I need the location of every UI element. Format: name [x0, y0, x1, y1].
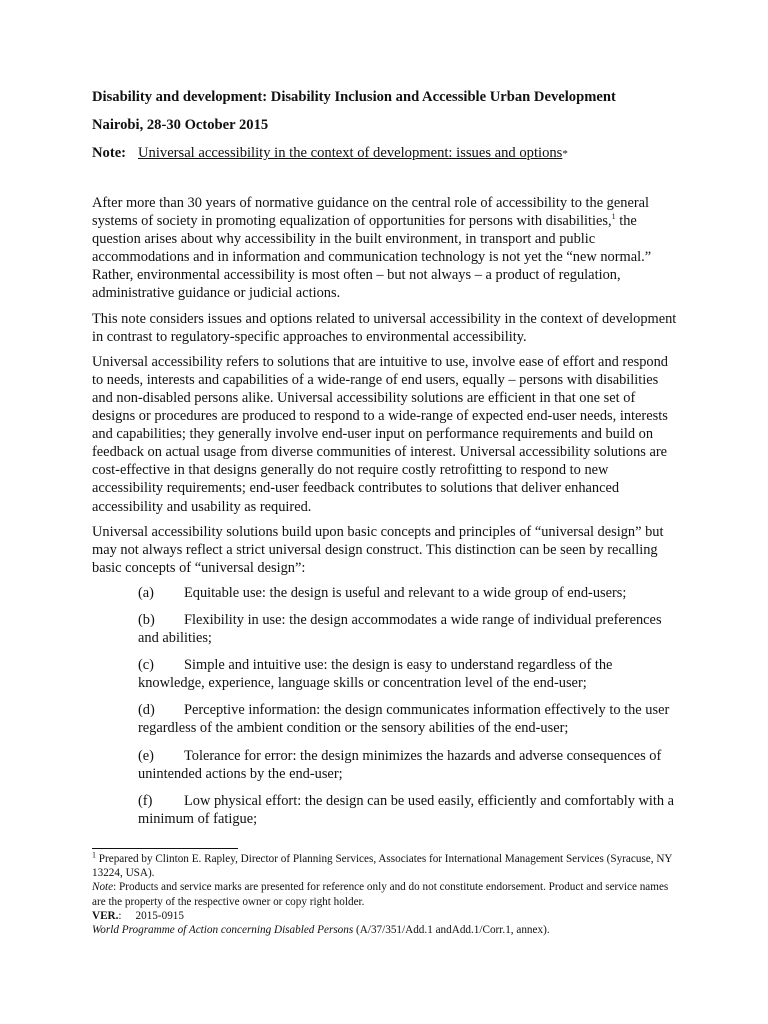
- note-asterisk: *: [562, 148, 568, 160]
- list-item: [138, 656, 678, 692]
- wpa-title: World Programme of Action concerning Disabled Persons: [92, 924, 354, 937]
- paragraph-3: Universal accessibility refers to solutions that are intuitive to use, involve ease of effort and respond to needs, interests and capabilities of a wide-range of end users, equally – persons with disabilities and non-disabled persons alike. Universal accessibility solutions are efficient in that one set of designs or procedures are produced to respond to a wide-range of expected end-user needs, interests and capabilities; they generally involve end-user input on performance requirements and build on feedback on actual usage from diverse communities of interest. Universal accessibility solutions are cost-effective in that designs generally do not require costly retrofitting to respond to new accessibility requirements; end-user feedback contributes to solutions that deliver enhanced accessibility and usability as required.: [92, 353, 668, 515]
- list-item-text: Equitable use: the design is useful and relevant to a wide group of end-users;: [184, 584, 627, 601]
- document-title: Disability and development: Disability Inclusion and Accessible Urban Development: [92, 89, 616, 105]
- list-item-label: (a): [138, 584, 154, 601]
- list-item-label: (b): [138, 611, 155, 628]
- footnote-note: [92, 880, 678, 908]
- list-item: [138, 701, 678, 737]
- list-item: [138, 584, 678, 602]
- version-label: VER.: [92, 909, 119, 922]
- footnote-1-text: Prepared by Clinton E. Rapley, Director of Planning Services, Associates for International Management Services (Syracuse, NY 13224, USA).: [92, 853, 673, 880]
- list-item-text: Tolerance for error: the design minimizes the hazards and adverse consequences of unintended actions by the end-user;: [138, 747, 662, 782]
- footnote-wpa: [92, 923, 678, 937]
- footnote-divider: [92, 848, 238, 849]
- note-label: Note:: [92, 145, 127, 161]
- list-item-text: Low physical effort: the design can be used easily, efficiently and comfortably with a minimum of fatigue;: [138, 792, 675, 827]
- paragraph-2: This note considers issues and options related to universal accessibility in the context of development in contrast to regulatory-specific approaches to environmental accessibility.: [92, 310, 677, 345]
- list-item: [138, 792, 678, 828]
- version-line: [92, 909, 678, 923]
- footnote-ref-1: 1: [611, 212, 616, 222]
- paragraph-1-part-b: the question arises about why accessibility in the built environment, in transport and public accommodations and in information and communication technology is not yet the “new normal.” Rather, environmental accessibility is most often – but not always – a product of regulation, administrative guidance or judicial actions.: [92, 213, 652, 302]
- paragraph-1-part-a: After more than 30 years of normative guidance on the central role of accessibility to the general systems of society in promoting equalization of opportunities for persons with disabilities,: [92, 195, 650, 230]
- note-heading: [92, 144, 568, 163]
- footnote-1-mark: 1: [92, 850, 96, 860]
- list-item-label: (c): [138, 657, 154, 674]
- list-item-text: Flexibility in use: the design accommodates a wide range of individual preferences and abilities;: [138, 611, 662, 647]
- footnote-note-text: : Products and service marks are presented for reference only and do not constitute endorsement. Product and service names are the property of the respective owner or copy right holder.: [92, 881, 669, 908]
- version-value: : 2015-0915: [118, 909, 184, 922]
- footnotes: [92, 852, 678, 937]
- list-item-label: (f): [138, 792, 153, 809]
- wpa-reference: (A/37/351/Add.1 andAdd.1/Corr.1, annex).: [353, 924, 550, 937]
- document-body: [92, 194, 678, 837]
- list-item: [138, 747, 678, 783]
- list-item-text: Simple and intuitive use: the design is easy to understand regardless of the knowledge, experience, language skills or concentration level of the end-user;: [138, 657, 613, 692]
- footnote-1: [92, 852, 678, 880]
- note-title: Universal accessibility in the context of development: issues and options: [138, 145, 563, 161]
- paragraph-4: Universal accessibility solutions build upon basic concepts and principles of “universal design” but may not always reflect a strict universal design construct. This distinction can be seen by recalling basic concepts of “universal design”:: [92, 523, 664, 576]
- principles-list: [138, 584, 678, 828]
- list-item-label: (e): [138, 747, 154, 764]
- list-item: [138, 611, 678, 647]
- list-item-label: (d): [138, 702, 155, 719]
- paragraph-1: [92, 194, 678, 303]
- location-date: Nairobi, 28-30 October 2015: [92, 117, 269, 133]
- list-item-text: Perceptive information: the design communicates information effectively to the user regardless of the ambient condition or the sensory abilities of the end-user;: [138, 702, 670, 737]
- footnote-note-label: Note: [92, 881, 114, 894]
